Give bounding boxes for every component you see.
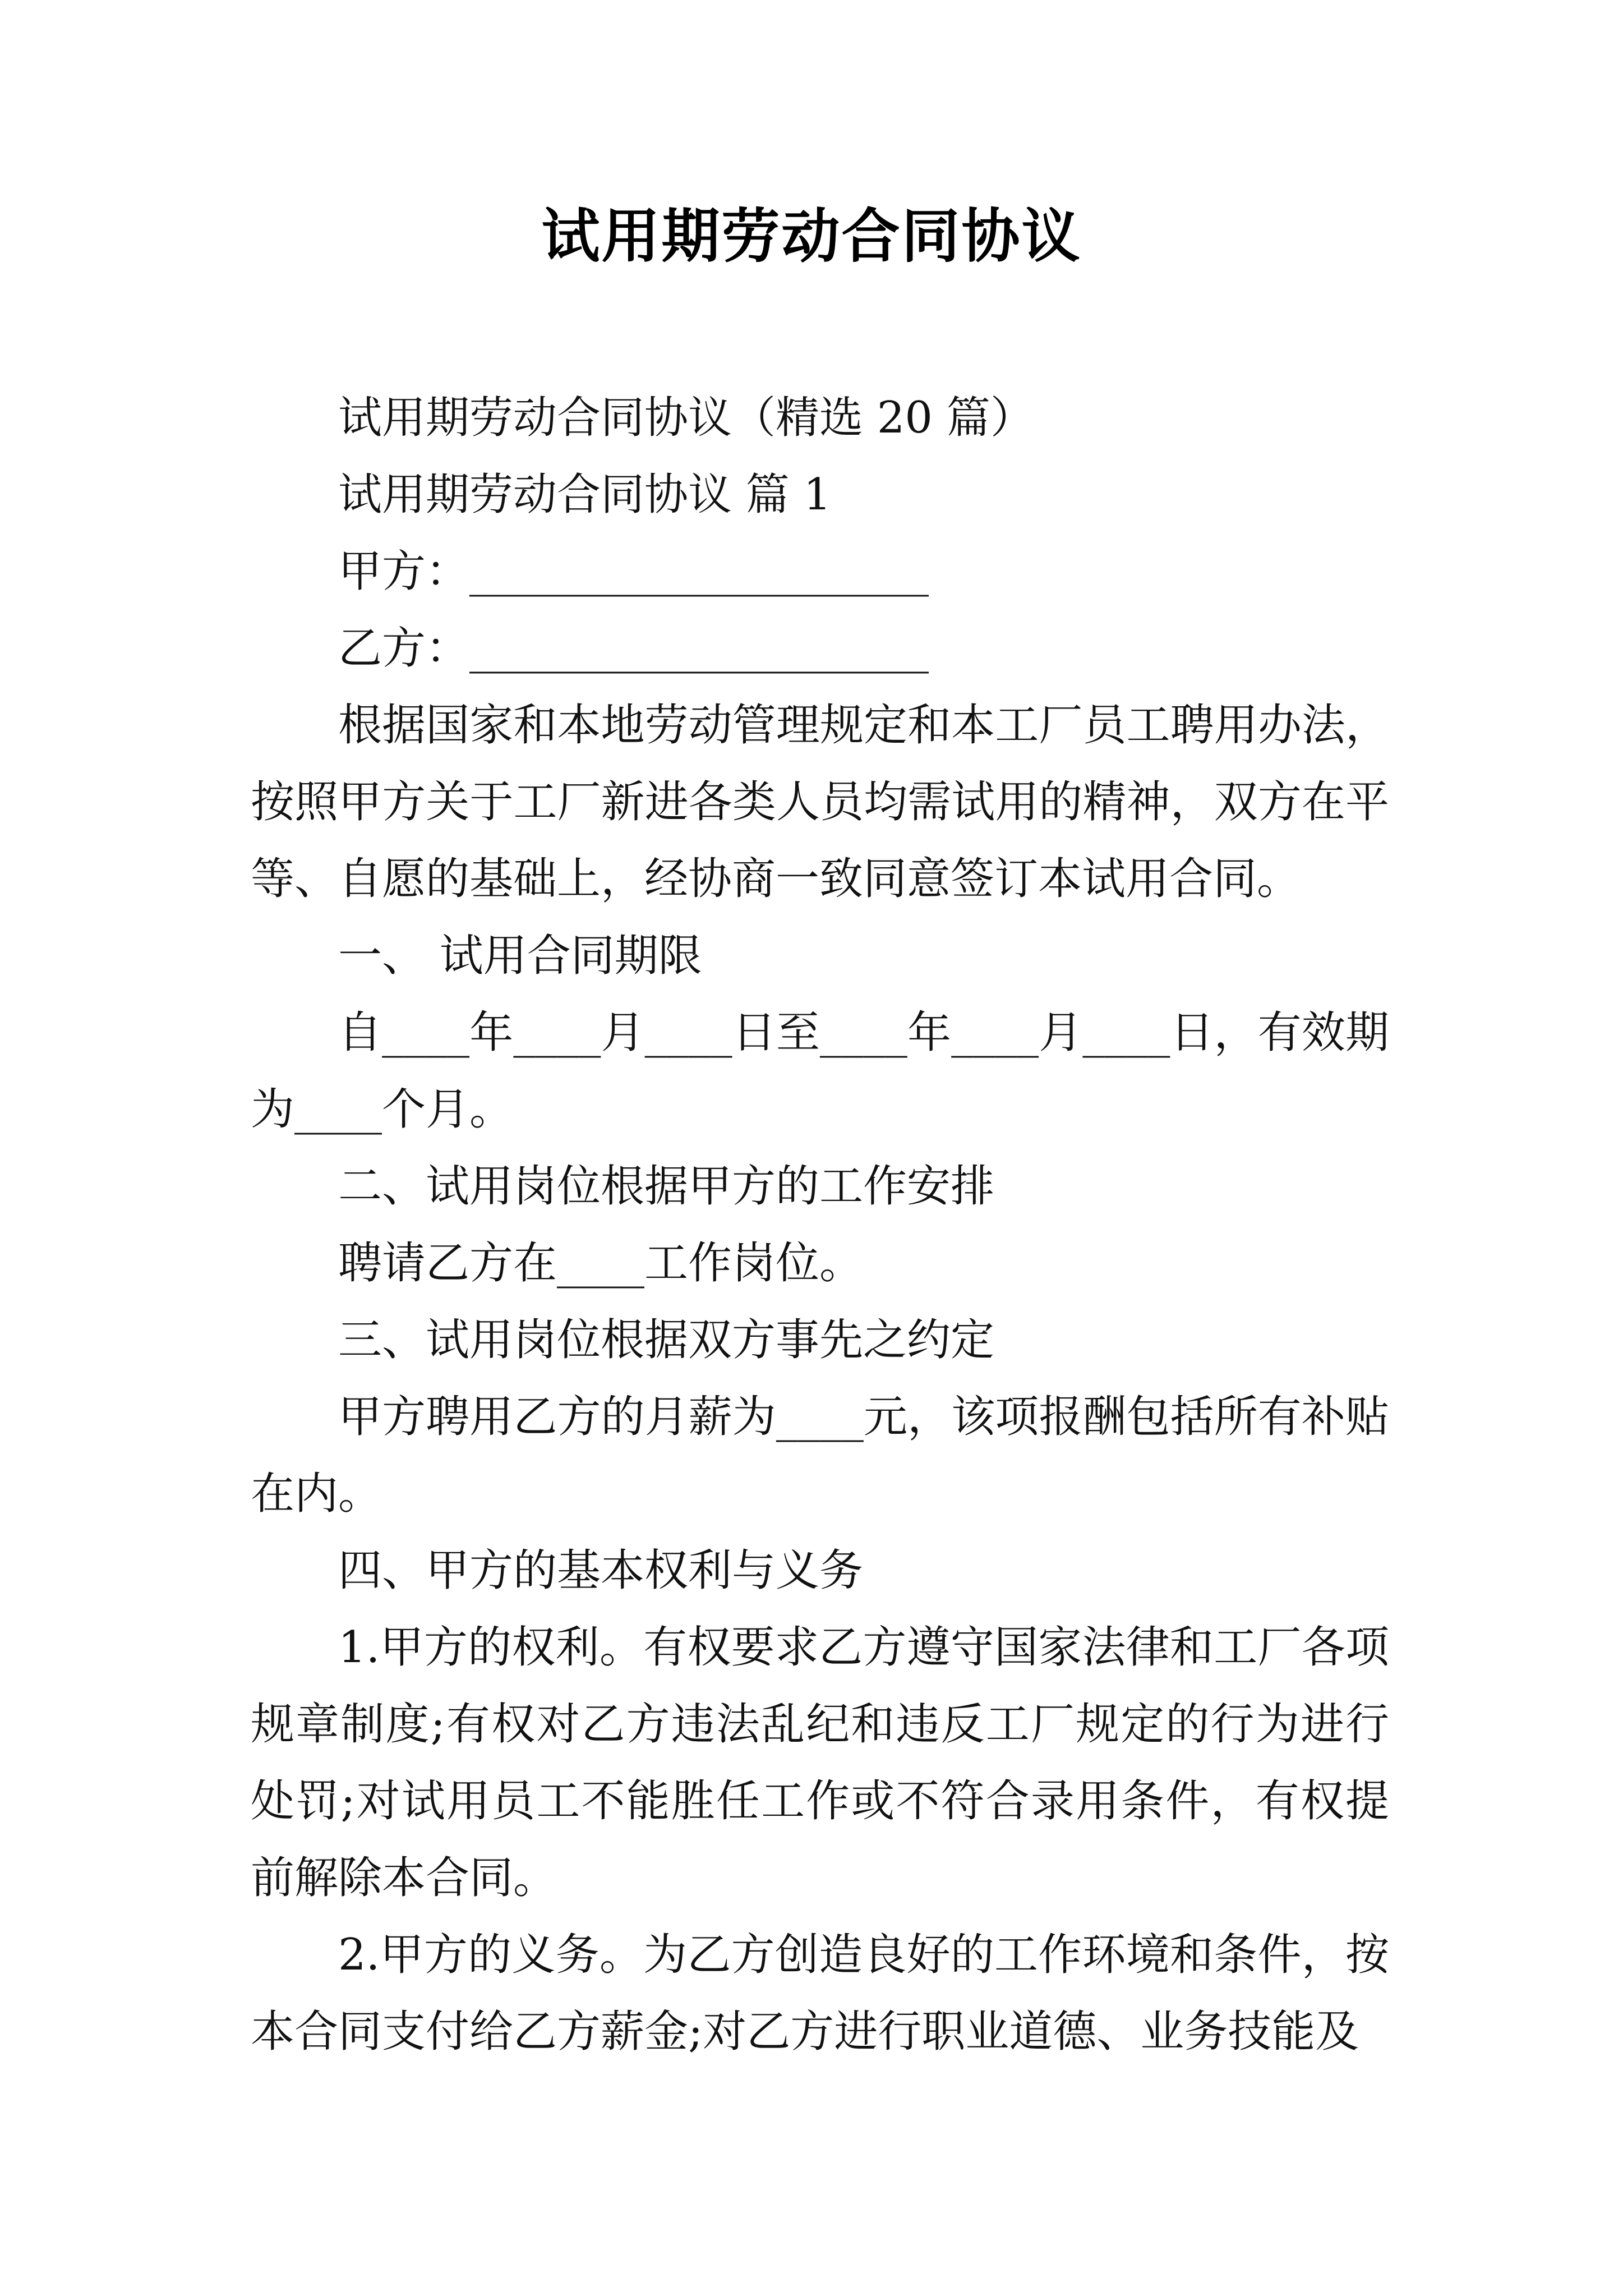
party-a-rights-paragraph: 1.甲方的权利。有权要求乙方遵守国家法律和工厂各项规章制度;有权对乙方违法乱纪和违反工厂规定的行为进行处罚;对试用员工不能胜任工作或不符合录用条件，有权提前解除本合同。: [251, 1622, 1389, 1903]
position-paragraph: 聘请乙方在____工作岗位。: [338, 1238, 864, 1289]
section-heading-party-a-rights: 四、甲方的基本权利与义务: [338, 1545, 864, 1596]
section-heading-salary: 三、试用岗位根据双方事先之约定: [338, 1315, 995, 1365]
section-heading-position: 二、试用岗位根据甲方的工作安排: [338, 1161, 995, 1212]
party-a-duties-paragraph: 2.甲方的义务。为乙方创造良好的工作环境和条件，按本合同支付给乙方薪金;对乙方进行职业道德、业务技能及: [251, 1930, 1389, 2057]
preamble-paragraph: 根据国家和本地劳动管理规定和本工厂员工聘用办法，按照甲方关于工厂新进各类人员均需试用的精神，双方在平等、自愿的基础上，经协商一致同意签订本试用合同。: [251, 700, 1389, 904]
party-b-line: 乙方：_____________________: [338, 623, 929, 674]
salary-paragraph: 甲方聘用乙方的月薪为____元，该项报酬包括所有补贴在内。: [251, 1392, 1389, 1519]
section-heading-term: 一、 试用合同期限: [338, 931, 702, 981]
article-heading: 试用期劳动合同协议 篇 1: [338, 470, 832, 520]
party-a-line: 甲方：_____________________: [338, 546, 929, 597]
collection-heading: 试用期劳动合同协议（精选 20 篇）: [338, 393, 1034, 443]
document-body: [251, 380, 1389, 2070]
term-paragraph: 自____年____月____日至____年____月____日，有效期为____个月。: [251, 1007, 1389, 1135]
document-title: 试用期劳动合同协议: [541, 201, 1082, 270]
